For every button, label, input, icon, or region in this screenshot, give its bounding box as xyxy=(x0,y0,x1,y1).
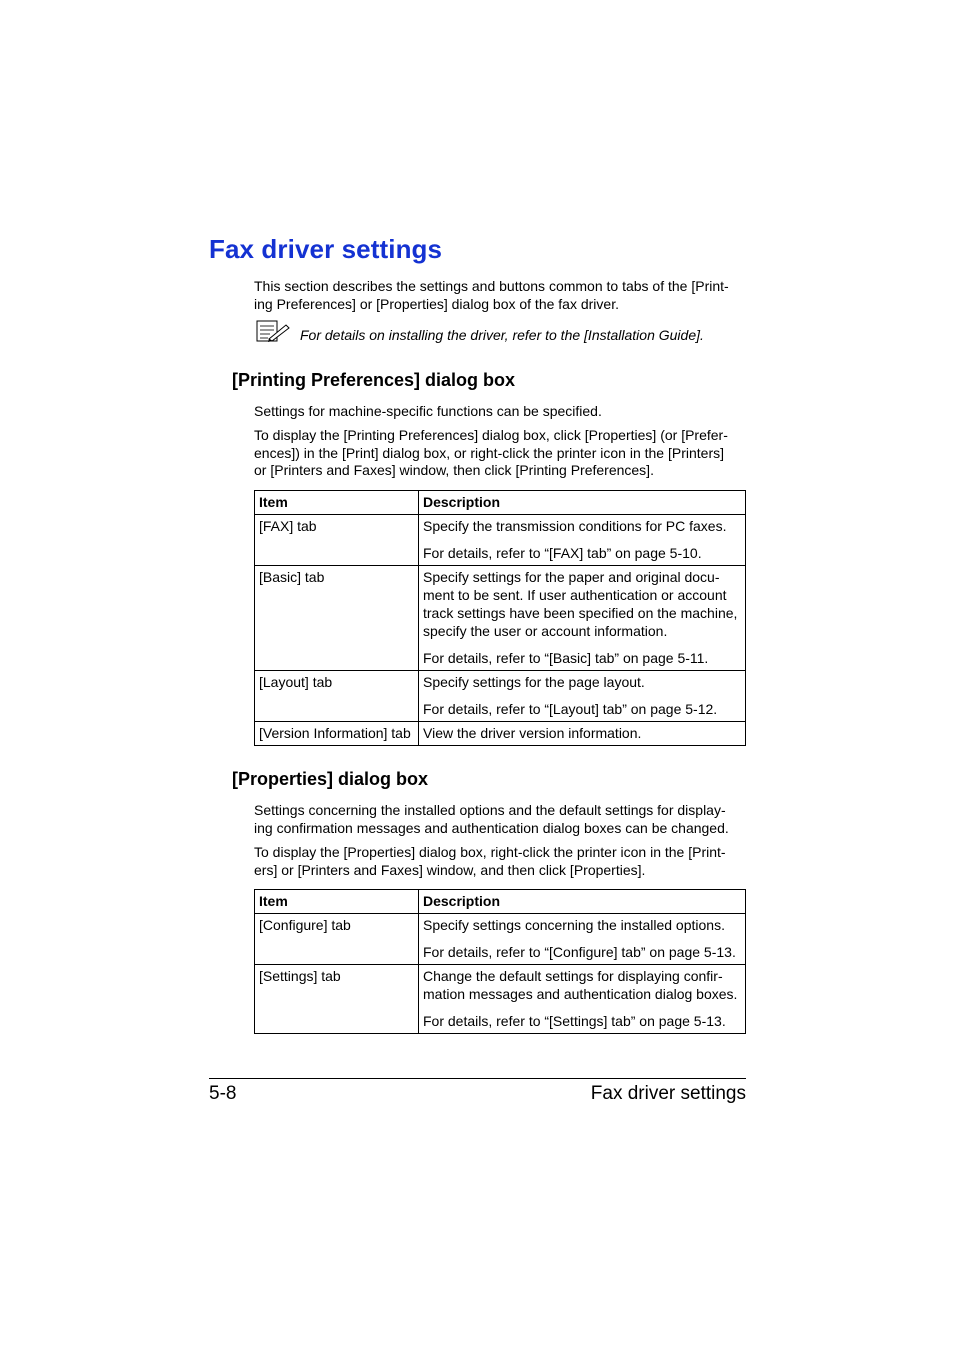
page-number: 5-8 xyxy=(209,1083,237,1104)
intro-line: This section describes the settings and buttons common to tabs of the [Print- xyxy=(254,278,729,294)
text-line: Settings concerning the installed options and the default settings for display- xyxy=(254,802,726,818)
section-heading-properties: [Properties] dialog box xyxy=(232,769,429,789)
description-text xyxy=(423,965,741,1003)
properties-table xyxy=(254,889,746,1034)
description-cell xyxy=(419,914,746,965)
table-row xyxy=(255,965,746,1034)
reference-text: For details, refer to “[Configure] tab” on page 5-13. xyxy=(423,944,736,960)
reference-text: For details, refer to “[Basic] tab” on page 5-11. xyxy=(423,650,709,666)
item-cell xyxy=(255,566,419,671)
description-cell xyxy=(419,722,746,746)
text-line: To display the [Properties] dialog box, right-click the printer icon in the [Print- xyxy=(254,844,726,860)
reference-text: For details, refer to “[Layout] tab” on page 5-12. xyxy=(423,701,718,717)
column-header-item: Item xyxy=(255,491,419,515)
page-title: Fax driver settings xyxy=(209,234,443,264)
reference-text: For details, refer to “[FAX] tab” on page 5-10. xyxy=(423,545,702,561)
table-row xyxy=(255,722,746,746)
column-header-item: Item xyxy=(255,890,419,914)
text-line: ing confirmation messages and authentication dialog boxes can be changed. xyxy=(254,819,729,836)
footer-rule xyxy=(209,1078,746,1079)
printing-preferences-table xyxy=(254,490,746,746)
description-line: mation messages and authentication dialog boxes. xyxy=(423,986,738,1002)
description-text: Specify settings for the page layout. xyxy=(423,674,645,690)
description-text: Specify the transmission conditions for PC faxes. xyxy=(423,518,727,534)
reference-text: For details, refer to “[Settings] tab” on page 5-13. xyxy=(423,1013,726,1029)
footer-section-title: Fax driver settings xyxy=(590,1083,746,1104)
description-cell xyxy=(419,515,746,566)
item-cell xyxy=(255,515,419,566)
column-header-description: Description xyxy=(419,491,746,515)
description-line: Change the default settings for displaying confir- xyxy=(423,968,723,984)
table-row xyxy=(255,671,746,722)
description-line: specify the user or account information. xyxy=(423,623,668,639)
description-text: Specify settings concerning the installed options. xyxy=(423,917,725,933)
item-text: [Configure] tab xyxy=(259,917,351,933)
section1-para2 xyxy=(254,427,728,480)
text-line: or [Printers and Faxes] window, then click [Printing Preferences]. xyxy=(254,462,654,478)
note-text: For details on installing the driver, refer to the [Installation Guide]. xyxy=(300,327,704,343)
section2-para1 xyxy=(254,802,729,837)
section2-para2 xyxy=(254,844,726,879)
text-line: ers] or [Printers and Faxes] window, and then click [Properties]. xyxy=(254,861,646,878)
item-text: [Settings] tab xyxy=(259,968,341,984)
column-header-description: Description xyxy=(419,890,746,914)
intro-line: ing Preferences] or [Properties] dialog box of the fax driver. xyxy=(254,295,619,312)
text-line: ences]) in the [Print] dialog box, or right-click the printer icon in the [Printers] xyxy=(254,444,724,461)
description-cell xyxy=(419,965,746,1034)
description-text: View the driver version information. xyxy=(423,725,642,741)
text-line: To display the [Printing Preferences] dialog box, click [Properties] (or [Prefer- xyxy=(254,427,728,443)
item-cell xyxy=(255,914,419,965)
section-heading-printing-preferences: [Printing Preferences] dialog box xyxy=(232,370,516,390)
item-cell xyxy=(255,722,419,746)
description-cell xyxy=(419,566,746,671)
item-text: [Layout] tab xyxy=(259,674,333,690)
description-text xyxy=(423,566,741,640)
table-header-row xyxy=(255,491,746,515)
description-cell xyxy=(419,671,746,722)
item-cell xyxy=(255,965,419,1034)
item-cell xyxy=(255,671,419,722)
description-line: track settings have been specified on the machine, xyxy=(423,605,738,621)
text-line: Settings for machine-specific functions can be specified. xyxy=(254,403,602,419)
intro-paragraph xyxy=(254,278,729,313)
note-pencil-icon xyxy=(256,319,290,343)
table-row xyxy=(255,566,746,671)
table-header-row xyxy=(255,890,746,914)
table-row xyxy=(255,914,746,965)
description-line: ment to be sent. If user authentication or account xyxy=(423,587,727,603)
item-text: [FAX] tab xyxy=(259,518,317,534)
item-text: [Basic] tab xyxy=(259,569,325,585)
section1-para1 xyxy=(254,403,602,421)
item-text: [Version Information] tab xyxy=(259,725,411,741)
description-line: Specify settings for the paper and original docu- xyxy=(423,569,720,585)
table-row xyxy=(255,515,746,566)
